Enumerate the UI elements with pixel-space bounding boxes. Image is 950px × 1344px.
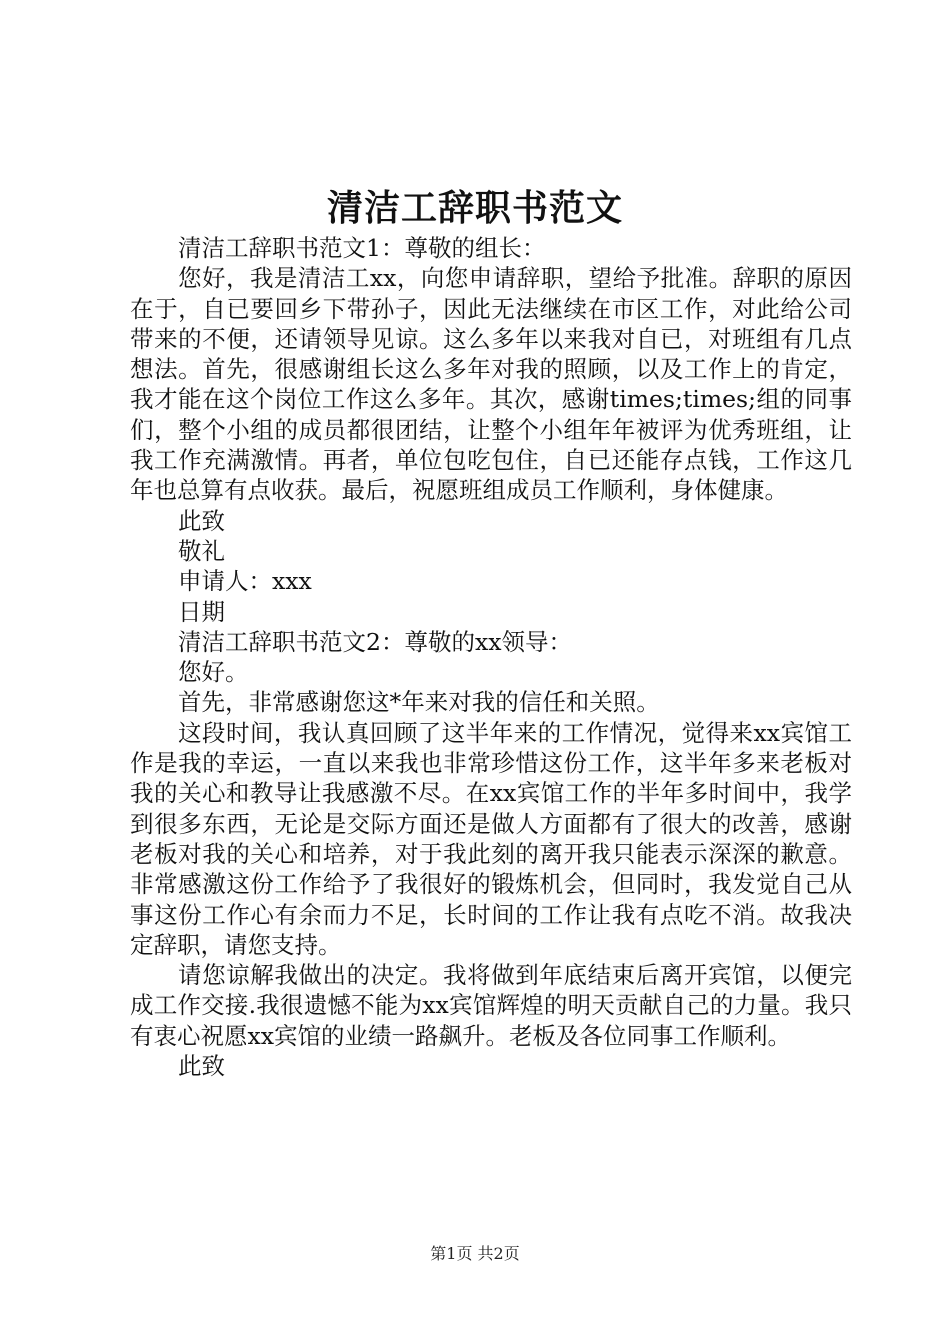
paragraph: 清洁工辞职书范文1：尊敬的组长： xyxy=(178,234,546,262)
paragraph: 敬礼 xyxy=(178,536,225,565)
paragraph: 清洁工辞职书范文2：尊敬的xx领导： xyxy=(178,627,572,656)
paragraph: 申请人：xxx xyxy=(178,567,312,596)
paragraph: 此致 xyxy=(178,506,225,535)
paragraph: 您好，我是清洁工xx，向您申请辞职，望给予批准。辞职的原因在于，自已要回乡下带孙子，因此无法继续在市区工作，对此给公司带来的不便，还请领导见谅。这么多年以来我对自已，对班组有几点想法。首先，很感谢组长这么多年对我的照顾，以及工作上的肯定，我才能在这个岗位工作这么多年。其次，感谢times;times;组的同事们，整个小组的成员都很团结，让整个小组年年被评为优秀班组，让我工作充满激情。再者，单位包吃包住，自已还能存点钱，工作这几年也总算有点收获。最后，祝愿班组成员工作顺利，身体健康。 xyxy=(130,264,852,505)
paragraph: 首先，非常感谢您这*年来对我的信任和关照。 xyxy=(178,688,660,717)
paragraph: 请您谅解我做出的决定。我将做到年底结束后离开宾馆，以便完成工作交接.我很遗憾不能为xx宾馆辉煌的明天贡献自己的力量。我只有衷心祝愿xx宾馆的业绩一路飙升。老板及各位同事工作顺利。 xyxy=(130,961,852,1050)
document-title: 清洁工辞职书范文 xyxy=(326,187,623,229)
paragraph: 此致 xyxy=(178,1052,225,1081)
paragraph: 日期 xyxy=(178,597,225,626)
document-body xyxy=(130,233,852,1081)
paragraph: 您好。 xyxy=(178,658,249,687)
paragraph: 这段时间，我认真回顾了这半年来的工作情况，觉得来xx宾馆工作是我的幸运，一直以来我也非常珍惜这份工作，这半年多来老板对我的关心和教导让我感激不尽。在xx宾馆工作的半年多时间中，我学到很多东西，无论是交际方面还是做人方面都有了很大的改善，感谢老板对我的关心和培养，对于我此刻的离开我只能表示深深的歉意。非常感激这份工作给予了我很好的锻炼机会，但同时，我发觉自己从事这份工作心有余而力不足，长时间的工作让我有点吃不消。故我决定辞职，请您支持。 xyxy=(130,718,852,959)
page-footer: 第1页 共2页 xyxy=(430,1244,520,1263)
